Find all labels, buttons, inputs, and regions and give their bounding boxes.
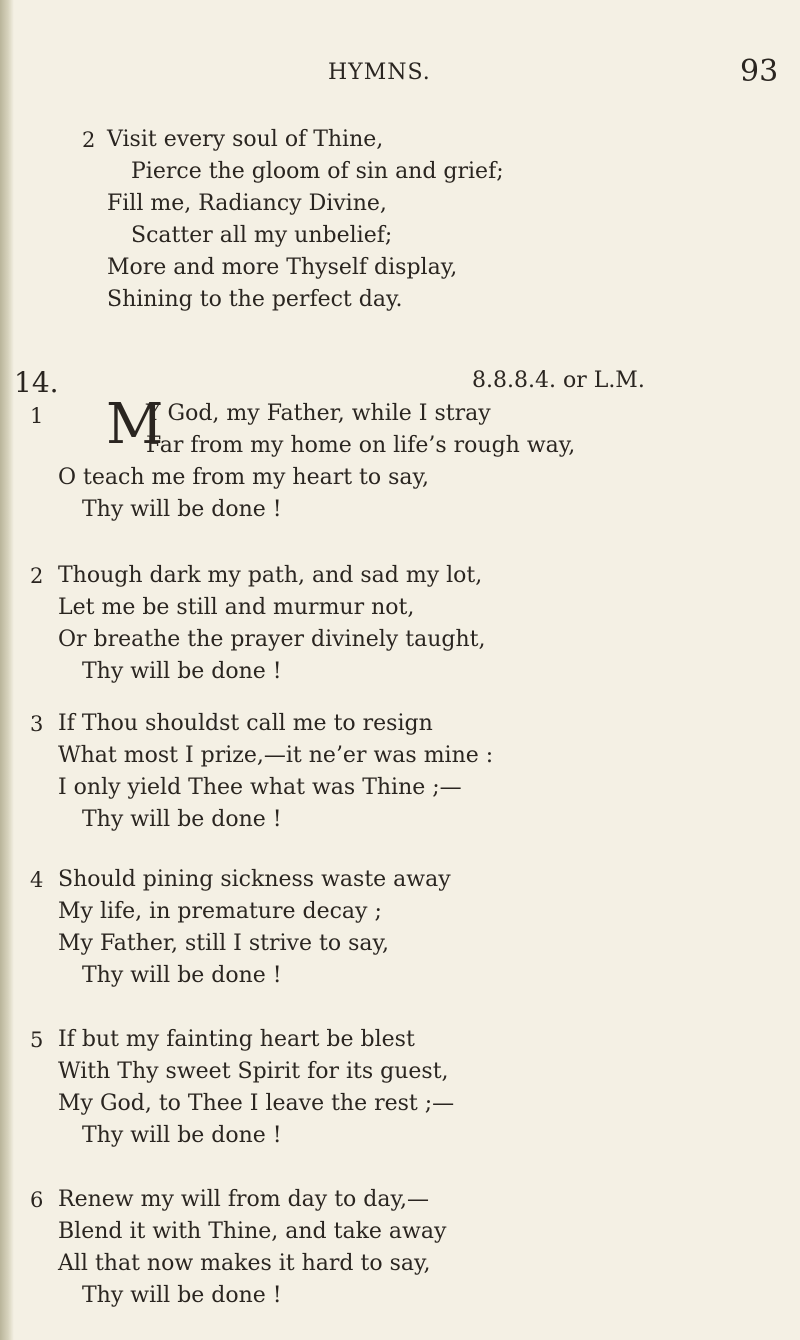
verse-line: All that now makes it hard to say, (58, 1251, 431, 1276)
verse-line: My life, in premature decay ; (58, 899, 382, 924)
verse-line: I only yield Thee what was Thine ;— (58, 775, 462, 800)
verse-line: With Thy sweet Spirit for its guest, (58, 1059, 449, 1084)
verse-line: Thy will be done ! (82, 1283, 282, 1308)
verse-number: 3 (30, 712, 44, 736)
meter-marking: 8.8.8.4. or L.M. (472, 368, 645, 393)
verse-line: My Father, still I strive to say, (58, 931, 389, 956)
verse-number: 5 (30, 1028, 44, 1052)
running-header: HYMNS. (328, 60, 431, 85)
verse-number: 4 (30, 868, 44, 892)
verse-line: Thy will be done ! (82, 1123, 282, 1148)
verse-line: O teach me from my heart to say, (58, 465, 430, 490)
verse-line: More and more Thyself display, (107, 255, 458, 280)
verse-line: Thy will be done ! (82, 807, 282, 832)
verse-line: Y God, my Father, while I stray (146, 401, 491, 426)
verse-number: 1 (30, 404, 44, 428)
verse-line: Should pining sickness waste away (58, 867, 451, 892)
verse-number: 2 (82, 128, 96, 152)
verse-line: Fill me, Radiancy Divine, (107, 191, 387, 216)
binding-shadow (0, 0, 14, 1340)
verse-line: Thy will be done ! (82, 659, 282, 684)
verse-line: Visit every soul of Thine, (107, 127, 384, 152)
verse-line: Far from my home on life’s rough way, (146, 433, 576, 458)
hymn-number: 14. (14, 366, 59, 399)
verse-line: Shining to the perfect day. (107, 287, 403, 312)
verse-line: Thy will be done ! (82, 963, 282, 988)
verse-line: Renew my will from day to day,— (58, 1187, 429, 1212)
verse-number: 6 (30, 1188, 44, 1212)
verse-line: Or breathe the prayer divinely taught, (58, 627, 486, 652)
drop-cap: M (106, 392, 162, 457)
verse-line: Let me be still and murmur not, (58, 595, 415, 620)
verse-line: What most I prize,—it ne’er was mine : (58, 743, 494, 768)
verse-line: Though dark my path, and sad my lot, (58, 563, 483, 588)
verse-number: 2 (30, 564, 44, 588)
verse-line: Blend it with Thine, and take away (58, 1219, 447, 1244)
page-number: 93 (740, 54, 779, 89)
verse-line: If Thou shouldst call me to resign (58, 711, 433, 736)
verse-line: Pierce the gloom of sin and grief; (131, 159, 504, 184)
verse-line: My God, to Thee I leave the rest ;— (58, 1091, 455, 1116)
verse-line: Thy will be done ! (82, 497, 282, 522)
verse-line: If but my fainting heart be blest (58, 1027, 415, 1052)
verse-line: Scatter all my unbelief; (131, 223, 393, 248)
